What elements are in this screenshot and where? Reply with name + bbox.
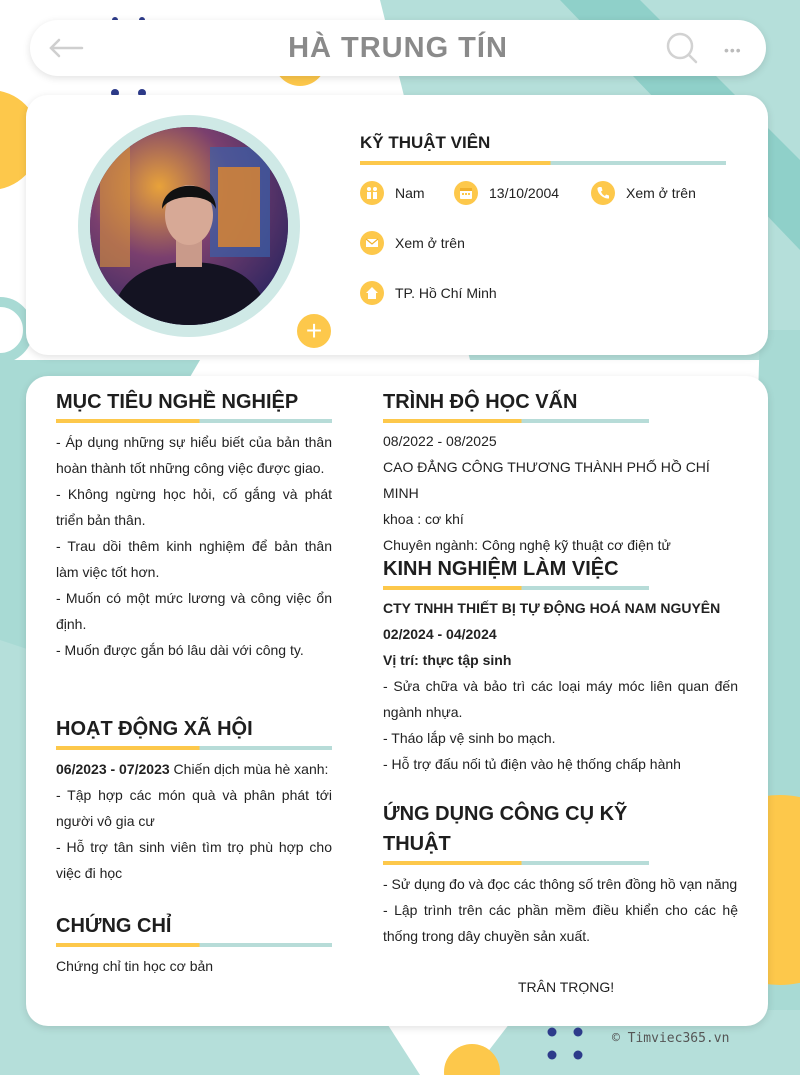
experience-text — [383, 595, 738, 777]
email-icon — [360, 231, 384, 255]
profile-card — [26, 95, 768, 355]
activities-line: - Hỗ trợ tân sinh viên tìm trọ phù hợp cho việc đi học — [56, 839, 332, 881]
objective-text — [56, 429, 332, 663]
objective-line: - Muốn được gắn bó lâu dài với công ty. — [56, 642, 304, 658]
experience-underline — [383, 586, 649, 590]
gender-value: Nam — [395, 185, 425, 201]
tools-heading — [383, 799, 627, 859]
top-bar — [30, 20, 766, 76]
home-icon — [360, 281, 384, 305]
gender-field — [360, 181, 425, 205]
objective-underline — [56, 419, 332, 423]
closing-text: TRÂN TRỌNG! — [518, 979, 615, 995]
education-underline — [383, 419, 649, 423]
activities-heading: HOẠT ĐỘNG XÃ HỘI — [56, 718, 253, 740]
tools-text — [383, 871, 738, 949]
resume-body — [26, 376, 768, 1026]
phone-icon — [591, 181, 615, 205]
tools-heading-line-2: THUẬT — [383, 833, 451, 855]
activities-underline — [56, 746, 332, 750]
job-title-underline — [360, 161, 726, 165]
email-field — [360, 231, 465, 255]
experience-line: - Sửa chữa và bảo trì các loại máy móc liên quan đến ngành nhựa. — [383, 678, 738, 720]
education-text — [383, 428, 743, 558]
tools-line: - Sử dụng đo và đọc các thông số trên đồng hồ vạn năng — [383, 876, 738, 892]
gender-icon — [360, 181, 384, 205]
education-school: CAO ĐẲNG CÔNG THƯƠNG THÀNH PHỐ HỒ CHÍ MINH — [383, 459, 710, 501]
certificate-item: Chứng chỉ tin học cơ bản — [56, 958, 214, 974]
certificates-underline — [56, 943, 332, 947]
calendar-icon — [454, 181, 478, 205]
experience-heading: KINH NGHIỆM LÀM VIỆC — [383, 558, 619, 580]
activities-line: - Tập hợp các món quà và phân phát tới người vô gia cư — [56, 787, 332, 829]
education-heading: TRÌNH ĐỘ HỌC VẤN — [383, 391, 578, 413]
education-faculty: khoa : cơ khí — [383, 511, 464, 527]
address-field — [360, 281, 497, 305]
phone-value: Xem ở trên — [626, 185, 696, 201]
job-title: KỸ THUẬT VIÊN — [360, 133, 491, 152]
objective-line: - Muốn có một mức lương và công việc ổn định. — [56, 590, 332, 632]
tools-line: - Lập trình trên các phần mềm điều khiển cho các hệ thống trong dây chuyền sản xuất. — [383, 902, 738, 944]
avatar — [90, 127, 288, 325]
objective-heading: MỤC TIÊU NGHỀ NGHIỆP — [56, 391, 299, 413]
experience-line: - Tháo lắp vệ sinh bo mạch. — [383, 730, 556, 746]
certificates-text — [56, 953, 332, 979]
email-value: Xem ở trên — [395, 235, 465, 251]
tools-underline — [383, 861, 649, 865]
candidate-name: HÀ TRUNG TÍN — [288, 32, 508, 64]
search-icon[interactable] — [666, 32, 698, 64]
objective-line: - Áp dụng những sự hiểu biết của bản thân hoàn thành tốt những công việc được giao. — [56, 434, 332, 476]
footer-brand[interactable]: © Timviec365.vn — [612, 1031, 730, 1046]
activities-intro — [56, 756, 332, 782]
experience-line: - Hỗ trợ đấu nối tủ điện vào hệ thống chấp hành — [383, 756, 681, 772]
dots-decoration — [544, 1026, 594, 1066]
tools-heading-line-1: ỨNG DỤNG CÔNG CỤ KỸ — [383, 803, 628, 825]
avatar-frame — [78, 115, 323, 346]
education-major: Chuyên ngành: Công nghệ kỹ thuật cơ điện tử — [383, 537, 671, 553]
more-icon[interactable]: ••• — [724, 42, 742, 58]
education-period: 08/2022 - 08/2025 — [383, 433, 497, 449]
experience-period: 02/2024 - 04/2024 — [383, 626, 497, 642]
birthday-field — [454, 181, 559, 205]
activities-campaign: Chiến dịch mùa hè xanh: — [169, 761, 329, 777]
certificates-heading: CHỨNG CHỈ — [56, 915, 172, 937]
experience-company: CTY TNHH THIẾT BỊ TỰ ĐỘNG HOÁ NAM NGUYÊN — [383, 600, 721, 616]
phone-field — [591, 181, 696, 205]
add-photo-button[interactable]: + — [295, 312, 333, 350]
birthday-value: 13/10/2004 — [489, 185, 560, 201]
objective-line: - Trau dồi thêm kinh nghiệm để bản thân làm việc tốt hơn. — [56, 538, 332, 580]
address-value: TP. Hồ Chí Minh — [395, 285, 497, 301]
objective-line: - Không ngừng học hỏi, cố gắng và phát triển bản thân. — [56, 486, 332, 528]
activities-period: 06/2023 - 07/2023 — [56, 761, 170, 777]
activities-text — [56, 756, 332, 886]
experience-role: Vị trí: thực tập sinh — [383, 652, 512, 668]
